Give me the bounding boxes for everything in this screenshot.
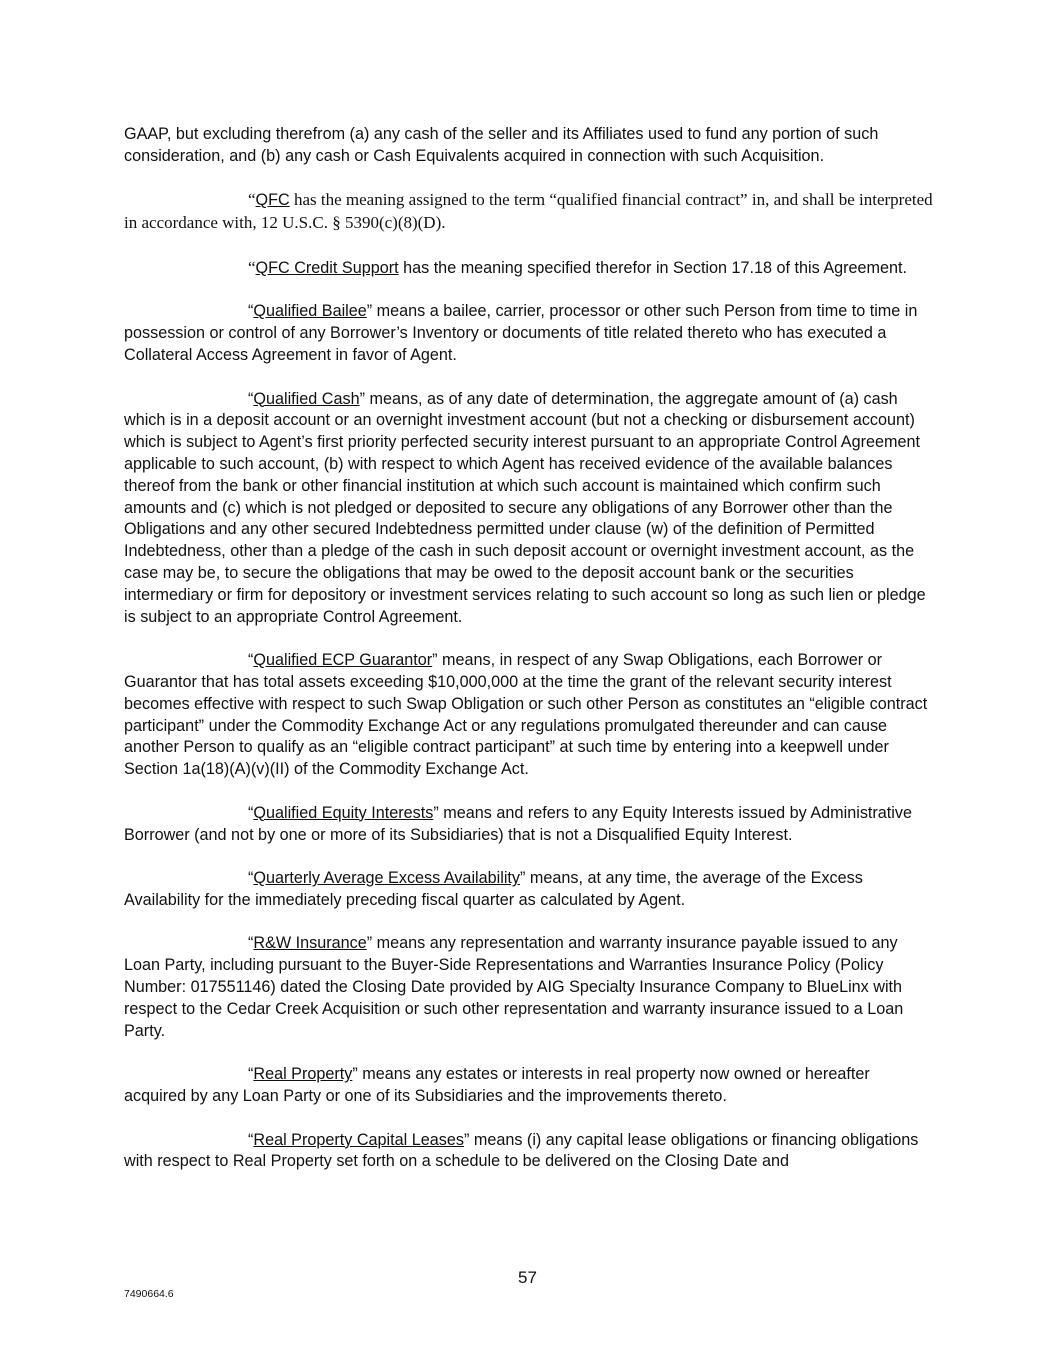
definition-qualified-cash: “Qualified Cash” means, as of any date of determination, the aggregate amount of (a) cash which is in a deposit account or an overnight investment account (but not a checking or disbursement account) which is subject to Agent’s first priority perfected security interest pursuant to an appropriate Control Agreement applicable to such account, (b) with respect to which Agent has received evidence of the available balances thereof from the bank or other financial institution at which such account is maintained which confirm such amounts and (c) which is not pledged or deposited to secure any obligations of any Borrower other than the Obligations and any other secured Indebtedness permitted under clause (w) of the definition of Permitted Indebtedness, other than a pledge of the cash in such deposit account or overnight investment account, as the case may be, to secure the obligations that may be owed to the deposit account bank or the securities intermediary or firm for depository or investment services relating to such account so long as such lien or pledge is subject to an appropriate Control Agreement. [124, 389, 926, 626]
definition-real-property-capital-leases: “Real Property Capital Leases” means (i) any capital lease obligations or financing obligations with respect to Real Property set forth on a schedule to be delivered on the Closing Date and [124, 1130, 919, 1171]
definition-text: means and refers to any Equity Interests issued by Administrative Borrower (and not by one or more of its Subsidiaries) that is not a Disqualified Equity Interest. [124, 803, 912, 844]
document-id: 7490664.6 [124, 1288, 174, 1300]
defined-term: Qualified ECP Guarantor [253, 651, 433, 670]
defined-term: R&W Insurance [253, 934, 367, 953]
definition-rw-insurance: “R&W Insurance” means any representation and warranty insurance payable issued to any Loan Party, including pursuant to the Buyer-Side Representations and Warranties Insurance Policy (Policy Number: 017551146) dated the Closing Date provided by AIG Specialty Insurance Company to BlueLinx with respect to the Cedar Creek Acquisition or such other representation and warranty insurance issued to a Loan Party. [124, 934, 904, 1040]
definition-qualified-ecp-guarantor: “Qualified ECP Guarantor” means, in respect of any Swap Obligations, each Borrower or Guarantor that has total assets exceeding $10,000,000 at the time the grant of the relevant security interest becomes effective with respect to such Swap Obligation or such other Person as constitutes an “eligible contract participant” under the Commodity Exchange Act or any regulations promulgated thereunder and can cause another Person to qualify as an “eligible contract participant” at such time by entering into a keepwell under Section 1a(18)(A)(v)(II) of the Commodity Exchange Act. [124, 651, 928, 779]
definition-text: means, at any time, the average of the Excess Availability for the immediately preceding fiscal quarter as calculated by Agent. [124, 869, 863, 909]
definition-qfc-credit-support: “QFC Credit Support has the meaning specified therefor in Section 17.18 of this Agreement. [248, 257, 908, 277]
defined-term: Quarterly Average Excess Availability [253, 869, 521, 888]
definition-qfc: “QFC has the meaning assigned to the term “qualified financial contract” in, and shall be interpreted in accordance with, 12 U.S.C. § 5390(c)(8)(D). [124, 190, 933, 233]
page-body [124, 124, 934, 1195]
definition-text: means any representation and warranty insurance payable issued to any Loan Party, including pursuant to the Buyer-Side Representations and Warranties Insurance Policy (Policy Number: 017551146) dated the Closing Date provided by AIG Specialty Insurance Company to BlueLinx with respect to the Cedar Creek Acquisition or such other representation and warranty insurance issued to a Loan Party. [124, 934, 904, 1040]
defined-term: QFC [255, 191, 290, 210]
defined-term: Qualified Equity Interests [253, 803, 434, 822]
definition-text: means a bailee, carrier, processor or other such Person from time to time in possession or control of any Borrower’s Inventory or documents of title related thereto who has executed a Collateral Access Agreement in favor of Agent. [124, 302, 918, 364]
definition-text: has the meaning assigned to the term “qualified financial contract” in, and shall be interpreted in accordance with, 12 U.S.C. § 5390(c)(8)(D). [124, 190, 933, 233]
definition-text: means (i) any capital lease obligations or financing obligations with respect to Real Property set forth on a schedule to be delivered on the Closing Date and [124, 1130, 919, 1171]
defined-term: Qualified Bailee [253, 302, 367, 321]
definition-text: means, as of any date of determination, the aggregate amount of (a) cash which is in a deposit account or an overnight investment account (but not a checking or disbursement account) which is subject to Agent’s first priority perfected security interest pursuant to an appropriate Control Agreement applicable to such account, (b) with respect to which Agent has received evidence of the available balances thereof from the bank or other financial institution at which such account is maintained which confirm such amounts and (c) which is not pledged or deposited to secure any obligations of any Borrower other than the Obligations and any other secured Indebtedness permitted under clause (w) of the definition of Permitted Indebtedness, other than a pledge of the cash in such deposit account or overnight investment account, as the case may be, to secure the obligations that may be owed to the deposit account bank or the securities intermediary or firm for depository or investment services relating to such account so long as such lien or pledge is subject to an appropriate Control Agreement. [124, 389, 926, 626]
definition-text: has the meaning specified therefor in Section 17.18 of this Agreement. [398, 258, 908, 277]
paragraph-continuation [124, 124, 934, 168]
definition-real-property: “Real Property” means any estates or interests in real property now owned or hereafter acquired by any Loan Party or one of its Subsidiaries and the improvements thereto. [124, 1065, 870, 1106]
defined-term: Real Property Capital Leases [253, 1130, 464, 1149]
defined-term: Real Property [253, 1065, 353, 1084]
definition-qualified-equity-interests: “Qualified Equity Interests” means and refers to any Equity Interests issued by Administrative Borrower (and not by one or more of its Subsidiaries) that is not a Disqualified Equity Interest. [124, 803, 912, 844]
paragraph-text: GAAP, but excluding therefrom (a) any cash of the seller and its Affiliates used to fund any portion of such consideration, and (b) any cash or Cash Equivalents acquired in connection with such Acquisition. [124, 125, 879, 165]
page-number: 57 [518, 1268, 537, 1287]
definition-quarterly-average-excess-availability: “Quarterly Average Excess Availability” means, at any time, the average of the Excess Availability for the immediately preceding fiscal quarter as calculated by Agent. [124, 869, 863, 909]
definition-text: means any estates or interests in real property now owned or hereafter acquired by any Loan Party or one of its Subsidiaries and the improvements thereto. [124, 1065, 870, 1106]
defined-term: QFC Credit Support [255, 258, 399, 277]
definition-qualified-bailee: “Qualified Bailee” means a bailee, carrier, processor or other such Person from time to time in possession or control of any Borrower’s Inventory or documents of title related thereto who has executed a Collateral Access Agreement in favor of Agent. [124, 302, 918, 364]
defined-term: Qualified Cash [253, 389, 360, 408]
definition-text: means, in respect of any Swap Obligations, each Borrower or Guarantor that has total assets exceeding $10,000,000 at the time the grant of the relevant security interest becomes effective with respect to such Swap Obligation or such other Person as constitutes an “eligible contract participant” under the Commodity Exchange Act or any regulations promulgated thereunder and can cause another Person to qualify as an “eligible contract participant” at such time by entering into a keepwell under Section 1a(18)(A)(v)(II) of the Commodity Exchange Act. [124, 651, 928, 779]
